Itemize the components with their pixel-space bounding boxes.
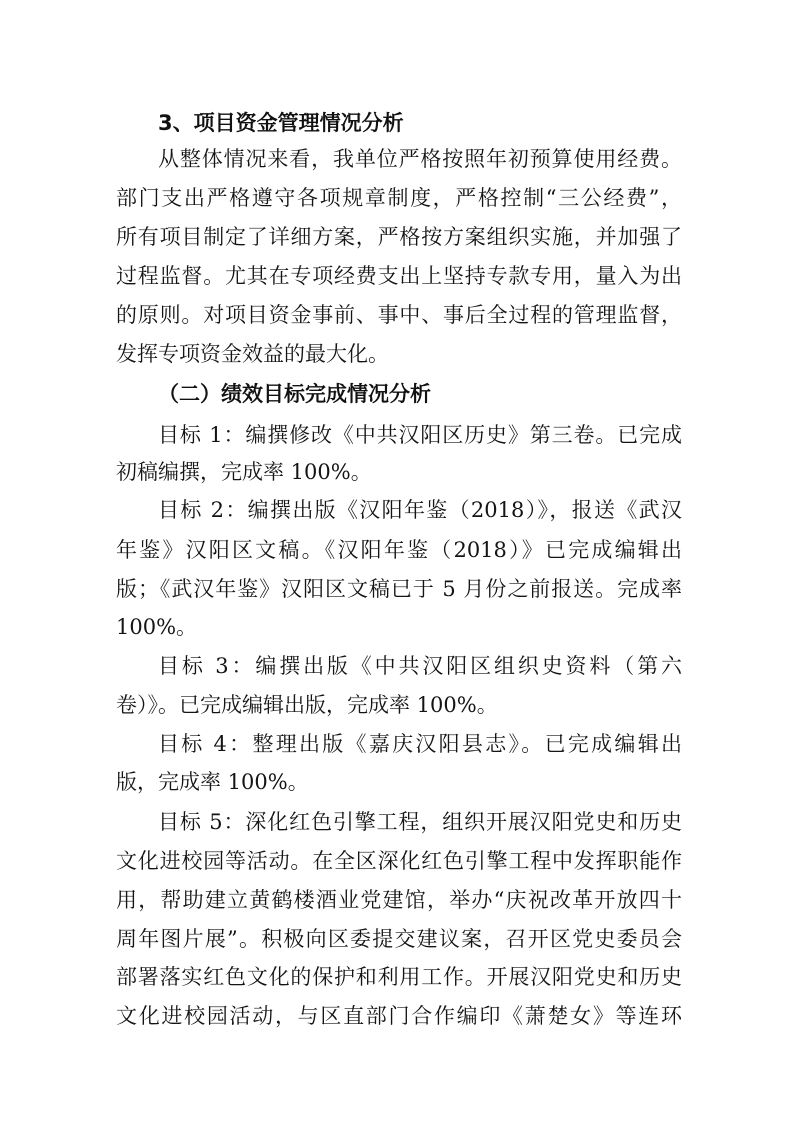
goal-2-line: 100%。	[116, 615, 198, 639]
goal-5-line: 目标 5：深化红色引擎工程，组织开展汉阳党史和历史	[158, 810, 682, 834]
paragraph-line: 发挥专项资金效益的最大化。	[116, 342, 389, 366]
goal-3-line: 卷）》。已完成编辑出版，完成率 100%。	[116, 693, 498, 717]
section-heading-goal-analysis: （二）绩效目标完成情况分析	[158, 382, 431, 406]
goal-2-line: 目标 2：编撰出版《汉阳年鉴（2018）》，报送《武汉	[158, 498, 682, 522]
goal-5-line: 用，帮助建立黄鹤楼酒业党建馆，举办“庆祝改革开放四十	[116, 888, 682, 912]
goal-2-line: 版；《武汉年鉴》汉阳区文稿已于 5 月份之前报送。完成率	[116, 577, 682, 601]
goal-3-line: 目标 3：编撰出版《中共汉阳区组织史资料（第六	[158, 654, 682, 678]
goal-1-line: 目标 1：编撰修改《中共汉阳区历史》第三卷。已完成	[158, 423, 682, 447]
goal-5-line: 文化进校园活动，与区直部门合作编印《萧楚女》等连环	[116, 1004, 682, 1028]
goal-4-line: 目标 4：整理出版《嘉庆汉阳县志》。已完成编辑出	[158, 732, 682, 756]
goal-5-line: 周年图片展”。积极向区委提交建议案，召开区党史委员会	[116, 927, 682, 951]
goal-1-line: 初稿编撰，完成率 100%。	[116, 460, 372, 484]
goal-2-line: 年鉴》汉阳区文稿。《汉阳年鉴（2018）》已完成编辑出	[116, 538, 682, 562]
paragraph-line: 所有项目制定了详细方案，严格按方案组织实施，并加强了	[116, 225, 682, 249]
paragraph-line: 的原则。对项目资金事前、事中、事后全过程的管理监督，	[116, 303, 682, 327]
paragraph-line: 部门支出严格遵守各项规章制度，严格控制“三公经费”，	[116, 186, 682, 210]
goal-5-line: 文化进校园等活动。在全区深化红色引擎工程中发挥职能作	[116, 849, 682, 873]
section-heading-fund-management: 3、项目资金管理情况分析	[158, 111, 404, 135]
goal-4-line: 版，完成率 100%。	[116, 770, 309, 794]
paragraph-line: 过程监督。尤其在专项经费支出上坚持专款专用，量入为出	[116, 264, 682, 288]
paragraph-line: 从整体情况来看，我单位严格按照年初预算使用经费。	[158, 147, 682, 171]
goal-5-line: 部署落实红色文化的保护和利用工作。开展汉阳党史和历史	[116, 965, 682, 989]
